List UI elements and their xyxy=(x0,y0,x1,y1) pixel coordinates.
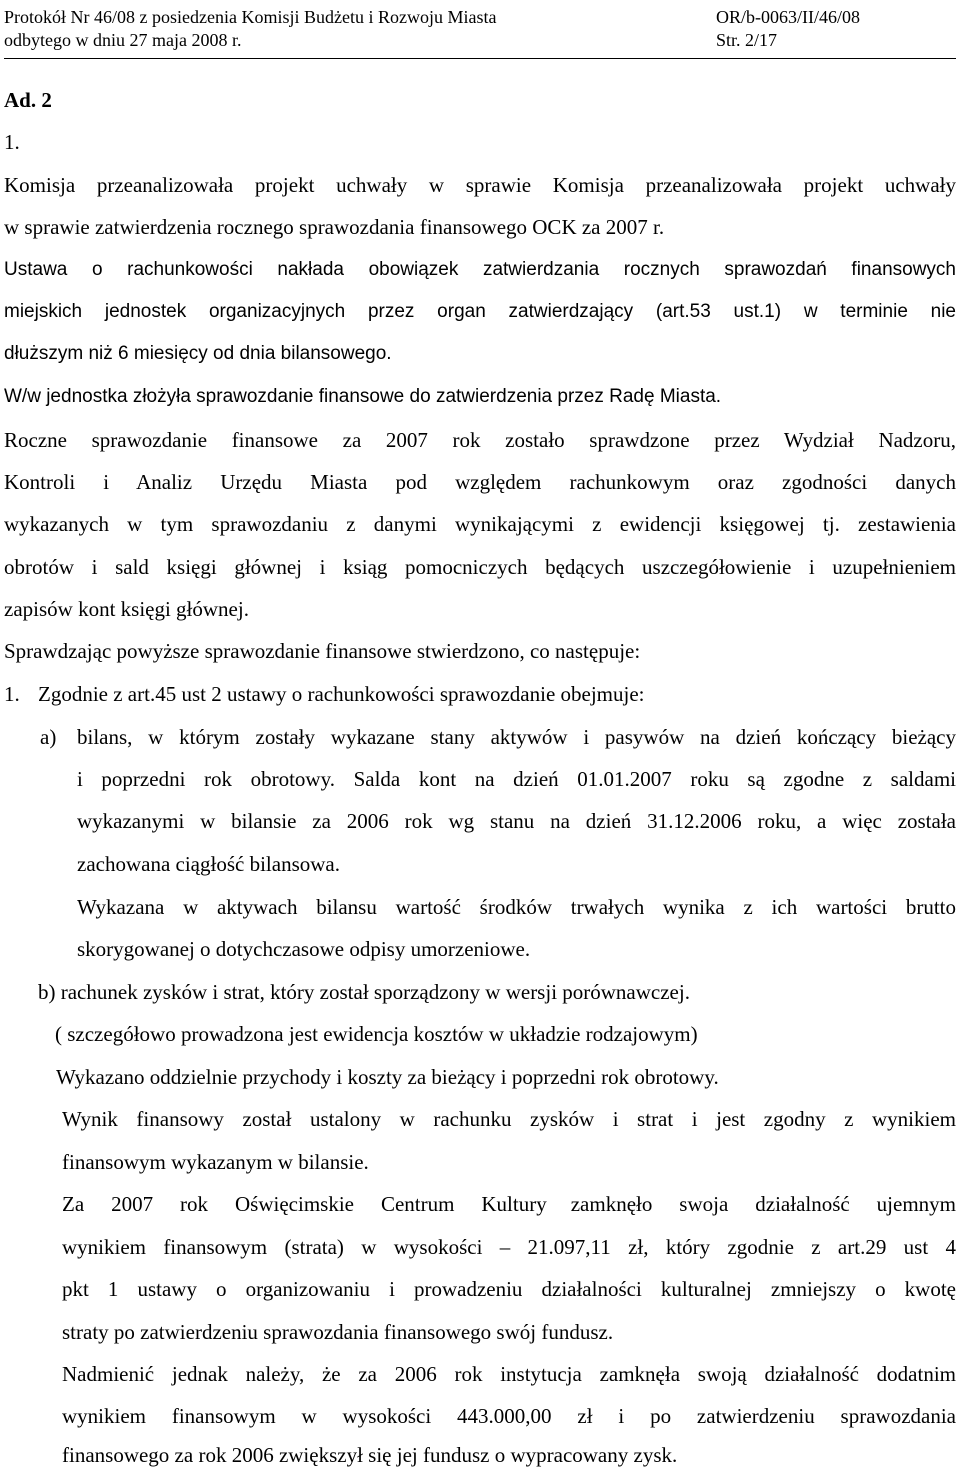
header-date: odbytego w dniu 27 maja 2008 r. xyxy=(4,30,242,50)
list-item-line: bilans, w którym zostały wykazane stany aktywów i pasywów na dzień kończący bieżący xyxy=(77,725,956,749)
list-item-line: wykazanymi w bilansie za 2006 rok wg stanu na dzień 31.12.2006 roku, a więc została xyxy=(77,809,956,833)
body-line: Ustawa o rachunkowości nakłada obowiązek zatwierdzania rocznych sprawozdań finansowych xyxy=(4,259,956,280)
body-line: pkt 1 ustawy o organizowaniu i prowadzeniu działalności kulturalnej zmniejszy o kwotę xyxy=(62,1277,956,1301)
body-line: dłuższym niż 6 miesięcy od dnia bilansowego. xyxy=(4,343,392,364)
list-item-line: skorygowanej o dotychczasowe odpisy umorzeniowe. xyxy=(77,937,531,961)
point-number: 1. xyxy=(4,682,20,706)
section-heading: Ad. 2 xyxy=(4,88,52,112)
body-line: W/w jednostka złożyła sprawozdanie finansowe do zatwierdzenia przez Radę Miasta. xyxy=(4,386,722,407)
list-item-line: Wykazana w aktywach bilansu wartość środków trwałych wynika z ich wartości brutto xyxy=(77,895,956,919)
body-line: straty po zatwierdzeniu sprawozdania finansowego swój fundusz. xyxy=(62,1320,614,1344)
body-line: obrotów i sald księgi głównej i ksiąg pomocniczych będących uszczegółowienie i uzupełnieniem xyxy=(4,555,956,579)
list-item-line: i poprzedni rok obrotowy. Salda kont na dzień 01.01.2007 roku są zgodne z saldami xyxy=(77,767,956,791)
header-doc-ref: OR/b-0063/II/46/08 xyxy=(716,7,860,27)
body-line: Nadmienić jednak należy, że za 2006 rok instytucja zamknęła swoją działalność dodatnim xyxy=(62,1362,956,1386)
body-line: Wynik finansowy został ustalony w rachunku zysków i strat i jest zgodny z wynikiem xyxy=(62,1107,956,1131)
body-line: finansowego za rok 2006 zwiększył się jej fundusz o wypracowany zysk. xyxy=(62,1443,678,1467)
body-line: finansowym wykazanym w bilansie. xyxy=(62,1150,369,1174)
body-line: miejskich jednostek organizacyjnych przez organ zatwierdzający (art.53 ust.1) w terminie nie xyxy=(4,301,956,322)
body-line: wynikiem finansowym w wysokości 443.000,00 zł i po zatwierdzeniu sprawozdania xyxy=(62,1404,956,1428)
body-line: wykazanych w tym sprawozdaniu z danymi wynikającymi z ewidencji księgowej tj. zestawienia xyxy=(4,512,956,536)
body-line: ( szczegółowo prowadzona jest ewidencja kosztów w układzie rodzajowym) xyxy=(55,1022,698,1046)
body-line: zapisów kont księgi głównej. xyxy=(4,597,249,621)
item-number: 1. xyxy=(4,130,20,154)
page-header xyxy=(4,6,956,59)
occ-part2: zamknęło swoja działalność ujemnym xyxy=(570,1192,956,1216)
list-item-line: zachowana ciągłość bilansowa. xyxy=(77,852,340,876)
body-line: Roczne sprawozdanie finansowe za 2007 rok zostało sprawdzone przez Wydział Nadzoru, xyxy=(4,428,956,452)
list-item-b: b) rachunek zysków i strat, który został sporządzony w wersji porównawczej. xyxy=(38,980,690,1004)
body-line: Komisja przeanalizowała projekt uchwały w sprawie Komisja przeanalizowała projekt uchwały xyxy=(4,173,956,197)
body-line: Wykazano oddzielnie przychody i koszty za bieżący i poprzedni rok obrotowy. xyxy=(56,1065,719,1089)
body-line: w sprawie zatwierdzenia rocznego sprawozdania finansowego OCK za 2007 r. xyxy=(4,215,665,239)
body-line: wynikiem finansowym (strata) w wysokości – 21.097,11 zł, który zgodnie z art.29 ust 4 xyxy=(62,1235,956,1259)
occ-part1: Za 2007 rok Oświęcimskie Centrum Kultury xyxy=(62,1192,547,1216)
header-title: Protokół Nr 46/08 z posiedzenia Komisji Budżetu i Rozwoju Miasta xyxy=(4,7,497,27)
header-page-ref: Str. 2/17 xyxy=(716,30,778,50)
body-line: Kontroli i Analiz Urzędu Miasta pod względem rachunkowym oraz zgodności danych xyxy=(4,470,956,494)
occ-line-first xyxy=(62,1190,956,1218)
body-line: Sprawdzając powyższe sprawozdanie finansowe stwierdzono, co następuje: xyxy=(4,639,641,663)
point-text: Zgodnie z art.45 ust 2 ustawy o rachunkowości sprawozdanie obejmuje: xyxy=(38,682,645,706)
list-marker-a: a) xyxy=(40,725,57,749)
